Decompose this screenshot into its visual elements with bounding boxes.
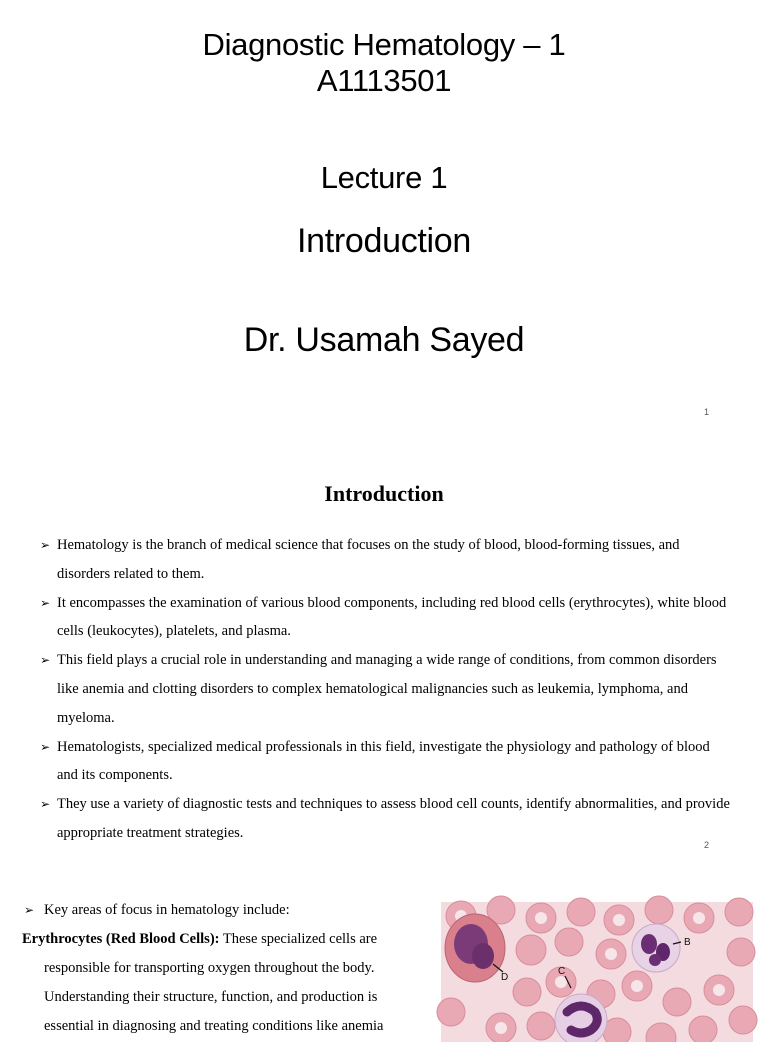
list-item: ➢ Hematology is the branch of medical science that focuses on the study of blood, blood-forming tissues, and disorders related to them. (40, 531, 730, 589)
slide-2-title: Introduction (324, 481, 444, 506)
page-number-2: 2 (704, 840, 710, 850)
slide-3 (0, 880, 768, 1034)
list-item: ➢ Hematologists, specialized medical professionals in this field, investigate the physiology and pathology of blood and its components. (40, 733, 730, 791)
slide-3-text (22, 896, 422, 1041)
course-title: Diagnostic Hematology – 1 (202, 27, 566, 62)
erythrocytes-heading: Erythrocytes (Red Blood Cells): (22, 931, 220, 947)
list-item: ➢ They use a variety of diagnostic tests and techniques to assess blood cell counts, identify abnormalities, and provide appropriate treatment strategies. (40, 790, 730, 848)
arrow-bullet-icon: ➢ (40, 797, 51, 812)
arrow-bullet-icon: ➢ (40, 595, 51, 610)
slide-1 (0, 0, 768, 430)
introduction-bullet-list (40, 531, 730, 848)
label-b: B (684, 937, 691, 948)
course-code: A1113501 (316, 63, 452, 98)
arrow-bullet-icon: ➢ (40, 653, 51, 668)
label-d: D (501, 972, 509, 983)
erythrocytes-paragraph: Erythrocytes (Red Blood Cells): These specialized cells are responsible for transporting oxygen throughout the body. Understanding their structure, function, and production is essential in diagnosing and treating conditions like anemia (22, 931, 384, 1034)
list-item: ➢ It encompasses the examination of various blood components, including red blood cells (erythrocytes), white blood cells (leukocytes), platelets, and plasma. (40, 589, 730, 647)
arrow-bullet-icon: ➢ (40, 739, 51, 754)
list-item: ➢ This field plays a crucial role in understanding and managing a wide range of conditions, from common disorders like anemia and clotting disorders to complex hematological malignancies such as leukemia, lymphoma, and myeloma. (40, 646, 730, 732)
arrow-bullet-icon: ➢ (40, 538, 51, 552)
blood-smear-micrograph (441, 902, 753, 1042)
author-name: Dr. Usamah Sayed (243, 321, 525, 359)
label-c: C (558, 966, 566, 977)
arrow-bullet-icon: ➢ (24, 903, 35, 917)
key-areas-item: ➢ Key areas of focus in hematology include: (22, 896, 422, 925)
lecture-topic: Introduction (296, 222, 472, 260)
lecture-number: Lecture 1 (320, 160, 448, 195)
page-number-1: 1 (704, 407, 710, 417)
